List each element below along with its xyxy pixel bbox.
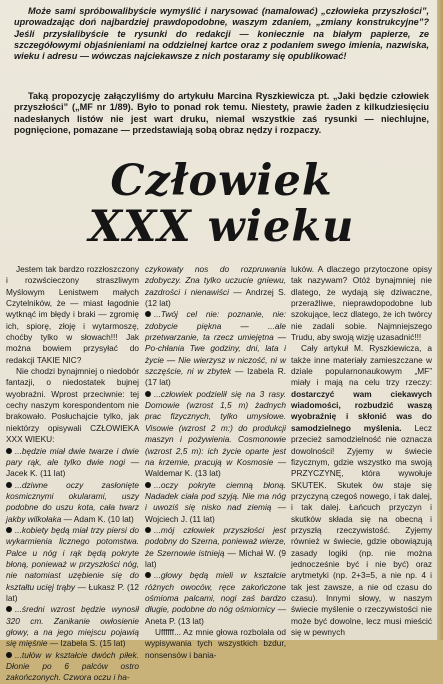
signature: — Andrzej S. (12 lat)	[145, 286, 286, 309]
bullet-icon	[6, 606, 12, 612]
bullet-icon	[145, 482, 151, 488]
bullet-icon	[145, 391, 151, 397]
col2-quote-1: ...Twój cel nie: poznanie, nie: zdobycie piękna — ...ale przetwarzanie, ta rzecz umiejętna — Po-chłania Twe godziny, dni, lata i życie — Nie wierzysz w niczość, ni w szczęście, ni w zbytek — Izabela R. (17 lat)	[145, 309, 286, 388]
col1-paragraph-1: Jestem tak bardzo rozzłoszczony i rozwścieczony straszliwym Myślowym Lenistwem małych Czytelników, że — miast łagodnie wytknąć im błędy i braki — zgromię ich, spiorę, złoję i wytarmoszę, choćby tylko w słowach!!! Jak można bowiem przysyłać do redakcji TAKIE NIC?	[6, 264, 139, 365]
intro-block	[14, 6, 429, 62]
col2-paragraph-1: czykowaty nos do rozpruwania zdobyczy. Zna tylko uczucie gniewu, zazdrości i nienawiści — Andrzej S. (12 lat)	[145, 264, 286, 309]
col3-paragraph-1: luków. A dlaczego przytoczone opisy tak nazywam? Otóż bynajmniej nie dlatego, że wydają się dziwaczne, przeraźliwe, nieprawdopodobne lub szokujące, lecz dlatego, że ich twórcy nie zadali sobie. Najmniejszego Trudu, aby swoją wizję uzasadnić!!!	[291, 264, 432, 343]
column-1	[6, 264, 139, 684]
col2-paragraph-2: Uffffff... Az mnie głowa rozbolała od wypisywania tych wszystkich bzdur, nonsensów i bania-	[145, 627, 286, 660]
bold-emphasis: dostarczyć wam ciekawych wiadomości, rozbudzić waszą wyobraźnię i skłonić was do samodzielnego myślenia.	[291, 388, 432, 433]
headline-line-1: Człowiek	[110, 156, 333, 206]
intro-paragraph-1: Może sami spróbowalibyście wymyślić i narysować (namalować) „człowieka przyszłości”, uprowadzając doń najbardziej prawdopodobne, waszym zdaniem, „zmiany konstrukcyjne”? Jeśli przysłalibyście te rysunki do redakcji — koniecznie na białym papierze, ze szczegółowymi objaśnieniami na oddzielnej kartce oraz z podaniem swego imienia, nazwiska, wieku i adresu — wówczas najciekawsze z nich postaramy się opublikować!	[14, 6, 429, 62]
bullet-icon	[6, 448, 12, 454]
col2-quote-3: ...oczy pokryte ciemną błoną. Nadadek ciała pod szyją. Nie ma nóg i uwoziś się nisko nad ziemią — Wojciech J. (11 lat)	[145, 479, 286, 524]
headline-line-2: XXX wieku	[88, 202, 355, 252]
col2-quote-5: ...głowy będą mieli w kształcie różnych owoców, ręce zakończone ośmioma palcami, nogi zaś bardzo długie, podobne do nóg ośmiornicy — Aneta P. (13 lat)	[145, 570, 286, 626]
bullet-icon	[145, 572, 151, 578]
signature: — Michał W. (9 lat)	[145, 547, 286, 569]
signature: — Izabela R. (17 lat)	[145, 366, 286, 388]
bullet-icon	[145, 311, 151, 317]
col1-paragraph-2: Nie chodzi bynajmniej o niedobór fantazji, o niedostatek bujnej wyobraźni. Wprost przeciwnie: tej cechy naszym korespondentom nie brakowało. Posłuchajcie tylko, jak niektórzy opisywali CZŁOWIEKA XXX WIEKU:	[6, 366, 139, 445]
col1-quote-2: ...dziwne oczy zasłonięte kosmicznymi okularami, uszy podobne do uszu kota, cała twarz jakby wilkołaka — Adam K. (10 lat)	[6, 479, 139, 524]
intro-paragraph-2: Taką propozycję załączyliśmy do artykułu Marcina Ryszkiewicza pt. „Jaki będzie człowiek przyszłości” („MF nr 1/89). Było to ponad rok temu. Niestety, prawie żaden z kilkudziesięciu nadesłanych listów nie jest wart druku, niemal wszystkie zaś rysunki — niechlujne, pognięcione, pomazane — przedstawiają sobą obraz nędzy i rozpaczy.	[14, 91, 429, 135]
column-2	[145, 264, 286, 661]
signature: — Wojciech J. (11 lat)	[145, 502, 286, 524]
col1-quote-4: ...średni wzrost będzie wynosił 320 cm. Zanikanie owłosienie głowy, a na jego miejscu pojawią się mięśnie — Izabela S. (15 lat)	[6, 604, 139, 649]
col3-paragraph-2: Cały artykuł M. Ryszkiewicza, a także inne materiały zamieszczane w dziale popularnonaukowym „MF” miały i mają na celu trzy rzeczy: dostarczyć wam ciekawych wiadomości, rozbudzić waszą wyobraźnię i skłonić was do samodzielnego myślenia. Lecz przecież samodzielność nie oznacza dowolności! Zyjemy w świecie fizycznym, gdzie wszystko ma swoją PRZYCZYNĘ, która wywołuje SKUTEK. Skutek ów staje się przyczyną czegoś nowego, i tak dalej, i tak dalej. Łańcuch przyczyn i skutków składa się na obecną i przyszłą rzeczywistość. Zyjemy również w świecie, gdzie obowiązują zasady logiki (np. nie można jednocześnie być i nie być) oraz arytmetyki (np. 2+3=5, a nie np. 4 i tak jest zawsze, a nie od czasu do czasu). Innymi słowy, w naszym świecie myślenie o rzeczywistości nie może być dowolne, lecz musi mieścić się w pewnych	[291, 343, 432, 637]
signature: — Jacek K. (11 lat)	[6, 456, 139, 479]
col1-quote-1: ...będzie miał dwie twarze i dwie pary rąk, ale tylko dwie nogi — Jacek K. (11 lat)	[6, 445, 139, 479]
article-headline	[0, 158, 443, 250]
column-3	[291, 264, 432, 638]
col1-quote-5: ...tułów w kształcie dwóch piłek. Dłonie po 6 palców ostro zakończonych. Czwora oczu i ha-	[6, 649, 139, 683]
signature: — Aneta P. (13 lat)	[145, 604, 286, 626]
col2-quote-4: ...mój człowiek przyszłości jest podobny do Szerna, ponieważ wierze, że Szernowie istnieją — Michał W. (9 lat)	[145, 524, 286, 569]
signature: — Izabela S. (15 lat)	[49, 638, 126, 649]
signature: — Waldemar K. (13 lat)	[145, 456, 286, 479]
bullet-icon	[6, 652, 12, 658]
col1-quote-3: ...kobiety będą miał trzy piersi do wykarmienia licznego potomstwa. Palce u nóg i rąk będą pokryte błoną, ponieważ w przyszłości nóg, nie natomiast uzębienie się do kształtu ucięj trąby — Łukasz P. (12 lat)	[6, 524, 140, 603]
page-edge	[437, 0, 443, 640]
bullet-icon	[6, 527, 12, 533]
signature: — Adam K. (10 lat)	[63, 513, 134, 524]
intro-block-2	[14, 91, 429, 136]
col2-quote-2: ...człowiek podzielił się na 3 rasy. Domowie (wzrost 1,5 m) żadnych prac fizycznych, tylko umysłowe. Visowie (wzrost 2 m:) do produkcji maszyn i pożywienia. Cosmonowie (wzrost 2,5 m): ich życie oparte jest na krzemie, pracują w Kosmosie — Waldemar K. (13 lat)	[145, 388, 286, 479]
bullet-icon	[6, 482, 12, 488]
bullet-icon	[145, 527, 151, 533]
signature: — Łukasz P. (12 lat)	[6, 581, 140, 603]
